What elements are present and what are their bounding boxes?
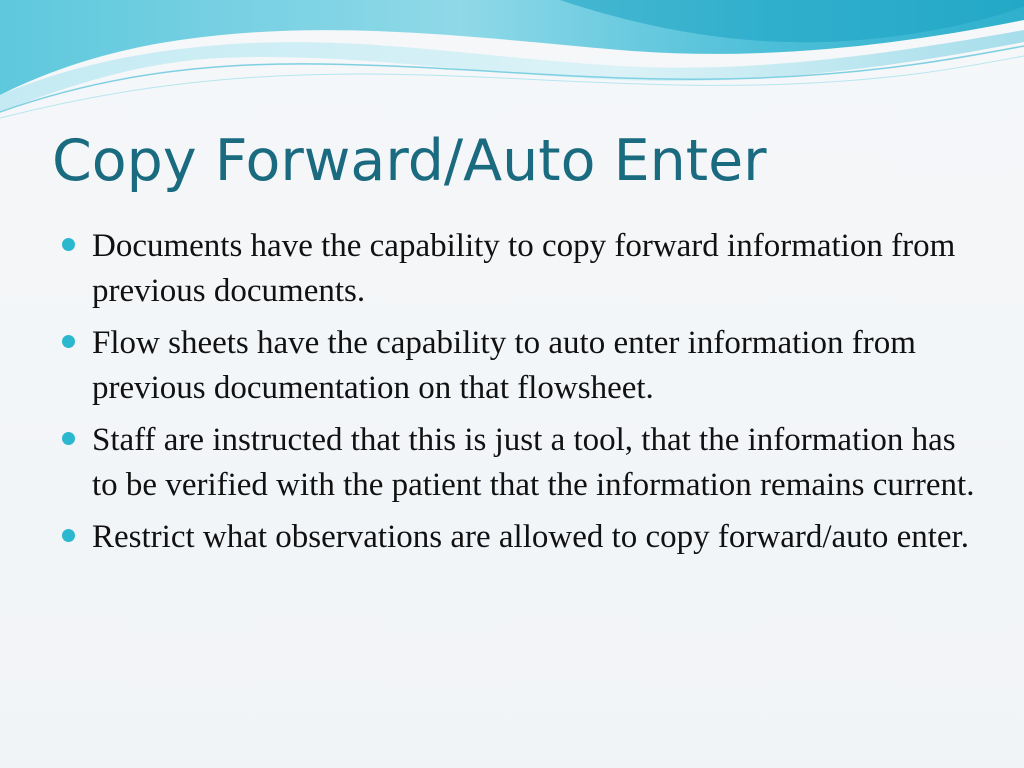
bullet-text: Flow sheets have the capability to auto enter information from previous documentation on that flowsheet. — [92, 325, 916, 406]
bullet-item — [62, 418, 982, 508]
bullet-text: Documents have the capability to copy forward information from previous documents. — [92, 228, 956, 309]
bullet-item — [62, 515, 982, 560]
bullet-item — [62, 224, 982, 314]
slide-title: Copy Forward/Auto Enter — [52, 128, 767, 194]
header-wave-decoration — [0, 0, 1024, 130]
bullet-dot-icon — [62, 238, 75, 251]
bullet-dot-icon — [62, 432, 75, 445]
bullet-text: Staff are instructed that this is just a tool, that the information has to be verified with the patient that the information remains current. — [92, 422, 975, 503]
bullet-dot-icon — [62, 335, 75, 348]
bullet-text: Restrict what observations are allowed to copy forward/auto enter. — [92, 519, 969, 555]
bullet-item — [62, 321, 982, 411]
bullet-dot-icon — [62, 529, 75, 542]
bullet-list — [62, 224, 982, 567]
